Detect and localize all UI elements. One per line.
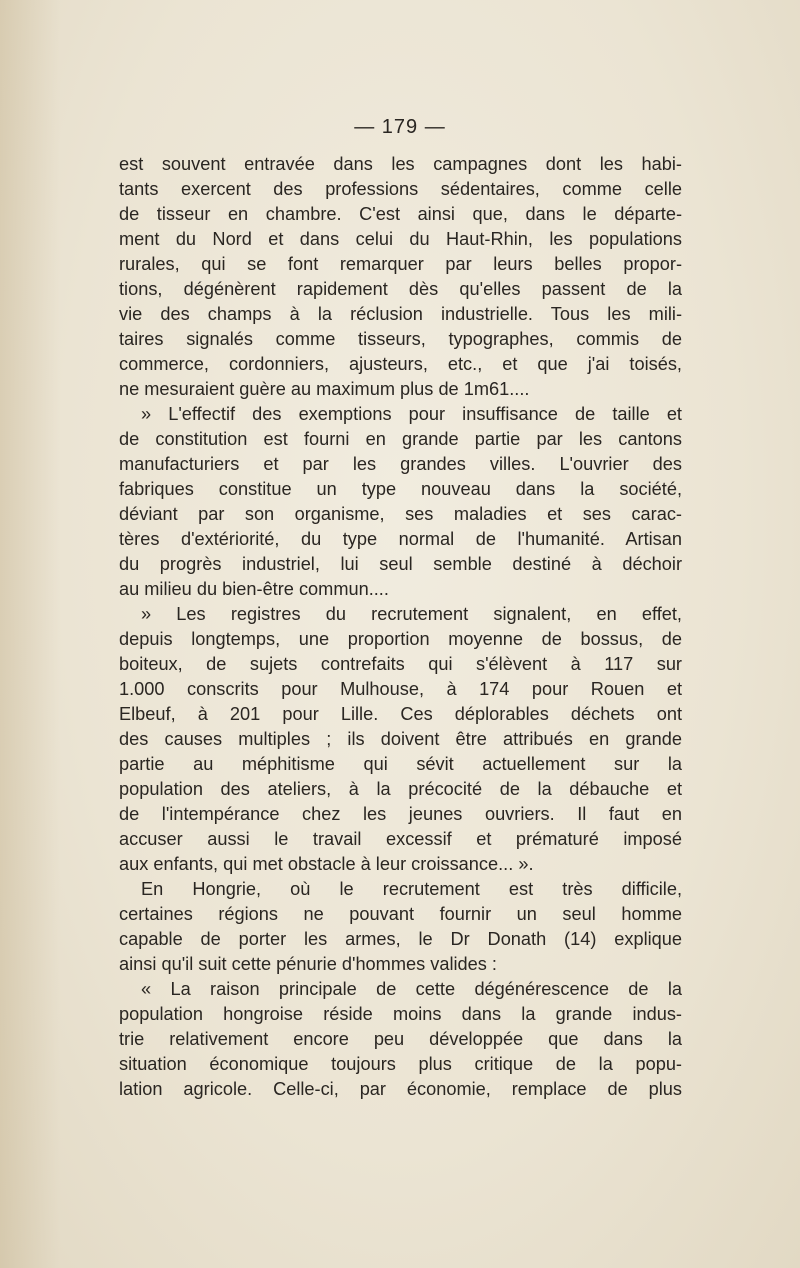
- text-line: partie au méphitisme qui sévit actuellement sur la: [119, 754, 682, 774]
- text-line: ne mesuraient guère au maximum plus de 1m61....: [119, 379, 530, 399]
- text-line: tants exercent des professions sédentaires, comme celle: [119, 179, 682, 199]
- page-edge-shadow: [0, 0, 60, 1268]
- text-line: » Les registres du recrutement signalent, en effet,: [141, 604, 682, 624]
- text-line: 1.000 conscrits pour Mulhouse, à 174 pour Rouen et: [119, 679, 682, 699]
- text-line: de constitution est fourni en grande partie par les cantons: [119, 429, 682, 449]
- text-line: ainsi qu'il suit cette pénurie d'hommes valides :: [119, 954, 497, 974]
- text-line: aux enfants, qui met obstacle à leur croissance... ».: [119, 854, 534, 874]
- text-line: de tisseur en chambre. C'est ainsi que, dans le départe-: [119, 204, 682, 224]
- text-line: certaines régions ne pouvant fournir un seul homme: [119, 904, 682, 924]
- text-line: commerce, cordonniers, ajusteurs, etc., et que j'ai toisés,: [119, 354, 682, 374]
- body-text: [119, 152, 682, 1102]
- text-line: manufacturiers et par les grandes villes. L'ouvrier des: [119, 454, 682, 474]
- text-line: trie relativement encore peu développée que dans la: [119, 1029, 682, 1049]
- text-line: tions, dégénèrent rapidement dès qu'elles passent de la: [119, 279, 682, 299]
- text-line: accuser aussi le travail excessif et prématuré imposé: [119, 829, 682, 849]
- text-line: situation économique toujours plus critique de la popu-: [119, 1054, 682, 1074]
- text-line: rurales, qui se font remarquer par leurs belles propor-: [119, 254, 682, 274]
- text-line: du progrès industriel, lui seul semble destiné à déchoir: [119, 554, 682, 574]
- text-line: au milieu du bien-être commun....: [119, 579, 389, 599]
- text-line: lation agricole. Celle-ci, par économie, remplace de plus: [119, 1079, 682, 1099]
- text-line: de l'intempérance chez les jeunes ouvriers. Il faut en: [119, 804, 682, 824]
- text-line: déviant par son organisme, ses maladies et ses carac-: [119, 504, 682, 524]
- text-line: ment du Nord et dans celui du Haut-Rhin, les populations: [119, 229, 682, 249]
- text-line: » L'effectif des exemptions pour insuffisance de taille et: [141, 404, 682, 424]
- text-line: depuis longtemps, une proportion moyenne de bossus, de: [119, 629, 682, 649]
- text-line: fabriques constitue un type nouveau dans la société,: [119, 479, 682, 499]
- text-line: vie des champs à la réclusion industrielle. Tous les mili-: [119, 304, 682, 324]
- text-line: population hongroise réside moins dans la grande indus-: [119, 1004, 682, 1024]
- text-line: Elbeuf, à 201 pour Lille. Ces déplorables déchets ont: [119, 704, 682, 724]
- text-line: tères d'extériorité, du type normal de l'humanité. Artisan: [119, 529, 682, 549]
- text-line: population des ateliers, à la précocité de la débauche et: [119, 779, 682, 799]
- text-line: boiteux, de sujets contrefaits qui s'élèvent à 117 sur: [119, 654, 682, 674]
- text-line: capable de porter les armes, le Dr Donath (14) explique: [119, 929, 682, 949]
- text-line: « La raison principale de cette dégénérescence de la: [141, 979, 682, 999]
- text-line: des causes multiples ; ils doivent être attribués en grande: [119, 729, 682, 749]
- page-number: — 179 —: [354, 116, 446, 138]
- text-line: est souvent entravée dans les campagnes dont les habi-: [119, 154, 682, 174]
- text-line: En Hongrie, où le recrutement est très difficile,: [141, 879, 682, 899]
- text-line: taires signalés comme tisseurs, typographes, commis de: [119, 329, 682, 349]
